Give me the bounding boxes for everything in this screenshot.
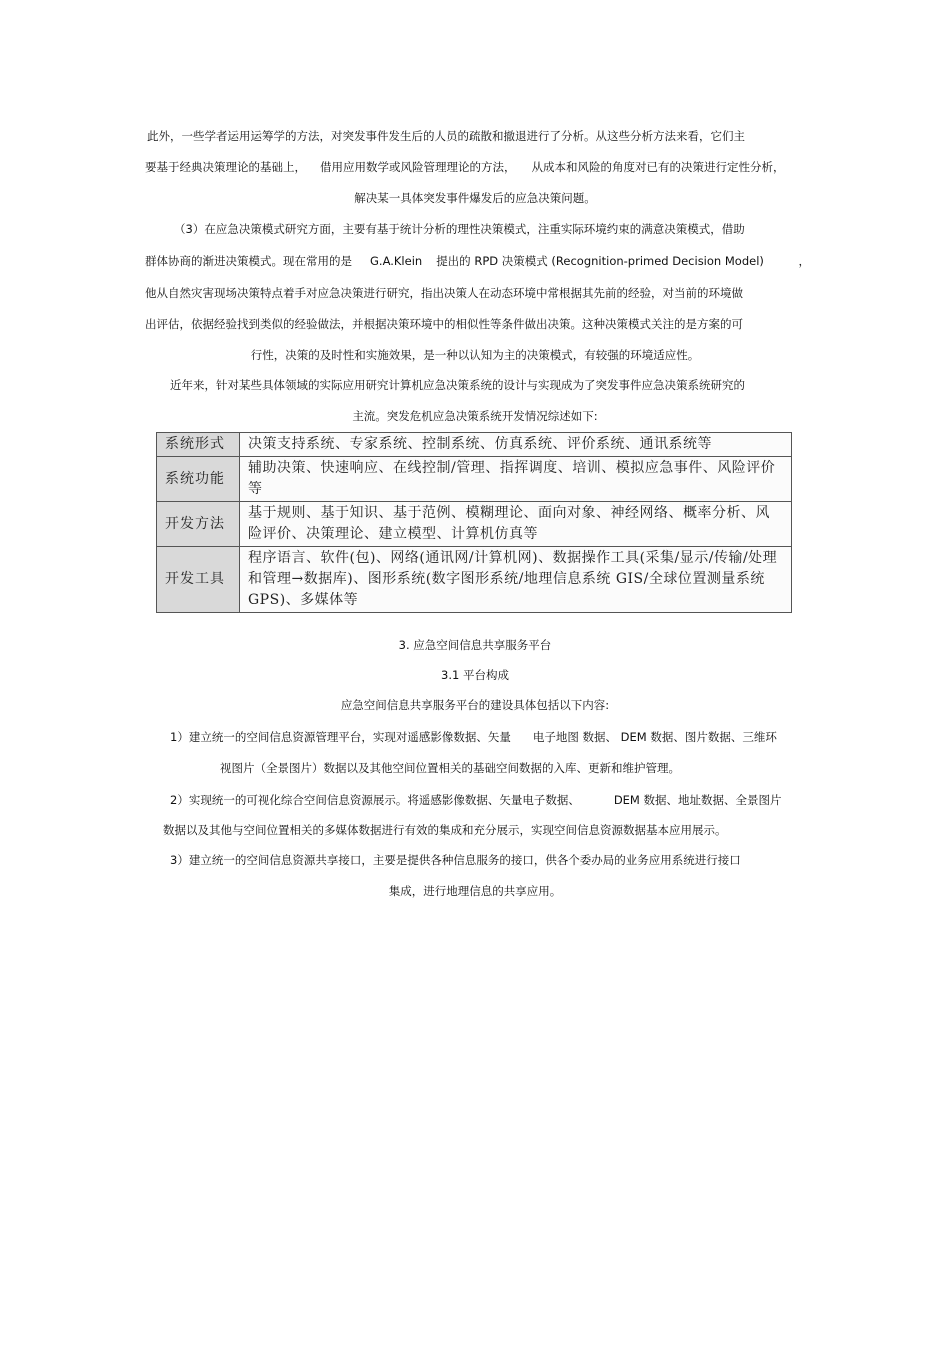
p2-line5: 行性，决策的及时性和实施效果，是一种以认知为主的决策模式，有较强的环境适应性。 [250, 348, 700, 362]
p1-line1: 此外，一些学者运用运筹学的方法，对突发事件发生后的人员的疏散和撤退进行了分析。从这些分析方法来看，它们主 [147, 129, 745, 143]
p2-line2-part3: 提出的 RPD 决策模式 (Recognition-primed Decision Model) [436, 254, 764, 268]
p2-line1: （3）在应急决策模式研究方面，主要有基于统计分析的理性决策模式，注重实际环境约束的满意决策模式，借助 [174, 222, 745, 236]
item3-line1: 3）建立统一的空间信息资源共享接口，主要是提供各种信息服务的接口，供各个委办局的业务应用系统进行接口 [170, 853, 741, 867]
p3-line2: 主流。突发危机应急决策系统开发情况综述如下: [352, 409, 598, 423]
item2-line2: 数据以及其他与空间位置相关的多媒体数据进行有效的集成和充分展示，实现空间信息资源数据基本应用展示。 [163, 823, 727, 837]
p2-line4: 出评估，依据经验找到类似的经验做法，并根据决策环境中的相似性等条件做出决策。这种决策模式关注的是方案的可 [145, 317, 743, 331]
section-intro: 应急空间信息共享服务平台的建设具体包括以下内容: [340, 698, 610, 712]
p1-line2-part2: 借用应用数学或风险管理理论的方法， [320, 160, 516, 174]
section-subheading: 3.1 平台构成 [441, 668, 509, 682]
p1-line2-part3: 从成本和风险的角度对已有的决策进行定性分析， [531, 160, 785, 174]
decision-system-table [156, 432, 792, 613]
table-row [157, 502, 792, 547]
item1-line1 [170, 730, 777, 744]
item2-line1-part2: DEM 数据、地址数据、全景图片 [613, 793, 782, 807]
row-header: 系统功能 [157, 457, 240, 502]
row-content: 辅助决策、快速响应、在线控制/管理、指挥调度、培训、模拟应急事件、风险评价等 [240, 457, 792, 502]
p2-line2-comma: ， [798, 254, 810, 268]
section-heading: 3. 应急空间信息共享服务平台 [398, 638, 552, 652]
p1-line3: 解决某一具体突发事件爆发后的应急决策问题。 [354, 191, 596, 205]
row-header: 系统形式 [157, 433, 240, 457]
item3-line2: 集成，进行地理信息的共享应用。 [388, 884, 562, 898]
item1-line1-part1: 1）建立统一的空间信息资源管理平台，实现对遥感影像数据、矢量 [170, 730, 511, 744]
row-content: 决策支持系统、专家系统、控制系统、仿真系统、评价系统、通讯系统等 [240, 433, 792, 457]
item2-line1 [170, 793, 782, 807]
row-content: 基于规则、基于知识、基于范例、模糊理论、面向对象、神经网络、概率分析、风险评价、决策理论、建立模型、计算机仿真等 [240, 502, 792, 547]
table-row [157, 547, 792, 613]
table-row [157, 433, 792, 457]
item2-line1-part1: 2）实现统一的可视化综合空间信息资源展示。将遥感影像数据、矢量电子数据、 [170, 793, 580, 807]
p2-line2-part1: 群体协商的渐进决策模式。现在常用的是 [145, 254, 352, 268]
p1-line2-part1: 要基于经典决策理论的基础上， [145, 160, 306, 174]
p2-line2 [145, 254, 810, 268]
p2-line3: 他从自然灾害现场决策特点着手对应急决策进行研究，指出决策人在动态环境中常根据其先前的经验，对当前的环境做 [145, 286, 743, 300]
row-header: 开发工具 [157, 547, 240, 613]
item1-line1-part2: 电子地图 数据、 DEM 数据、图片数据、三维环 [532, 730, 777, 744]
p3-line1: 近年来，针对某些具体领域的实际应用研究计算机应急决策系统的设计与实现成为了突发事件应急决策系统研究的 [170, 378, 745, 392]
p1-line2 [145, 160, 785, 174]
table-row [157, 457, 792, 502]
row-content: 程序语言、软件(包)、网络(通讯网/计算机网)、数据操作工具(采集/显示/传输/处理和管理→数据库)、图形系统(数字图形系统/地理信息系统 GIS/全球位置测量系统 GPS)、多媒体等 [240, 547, 792, 613]
p2-line2-klein: G.A.Klein [370, 254, 423, 268]
row-header: 开发方法 [157, 502, 240, 547]
item1-line2: 视图片（全景图片）数据以及其他空间位置相关的基础空间数据的入库、更新和维护管理。 [220, 761, 680, 775]
